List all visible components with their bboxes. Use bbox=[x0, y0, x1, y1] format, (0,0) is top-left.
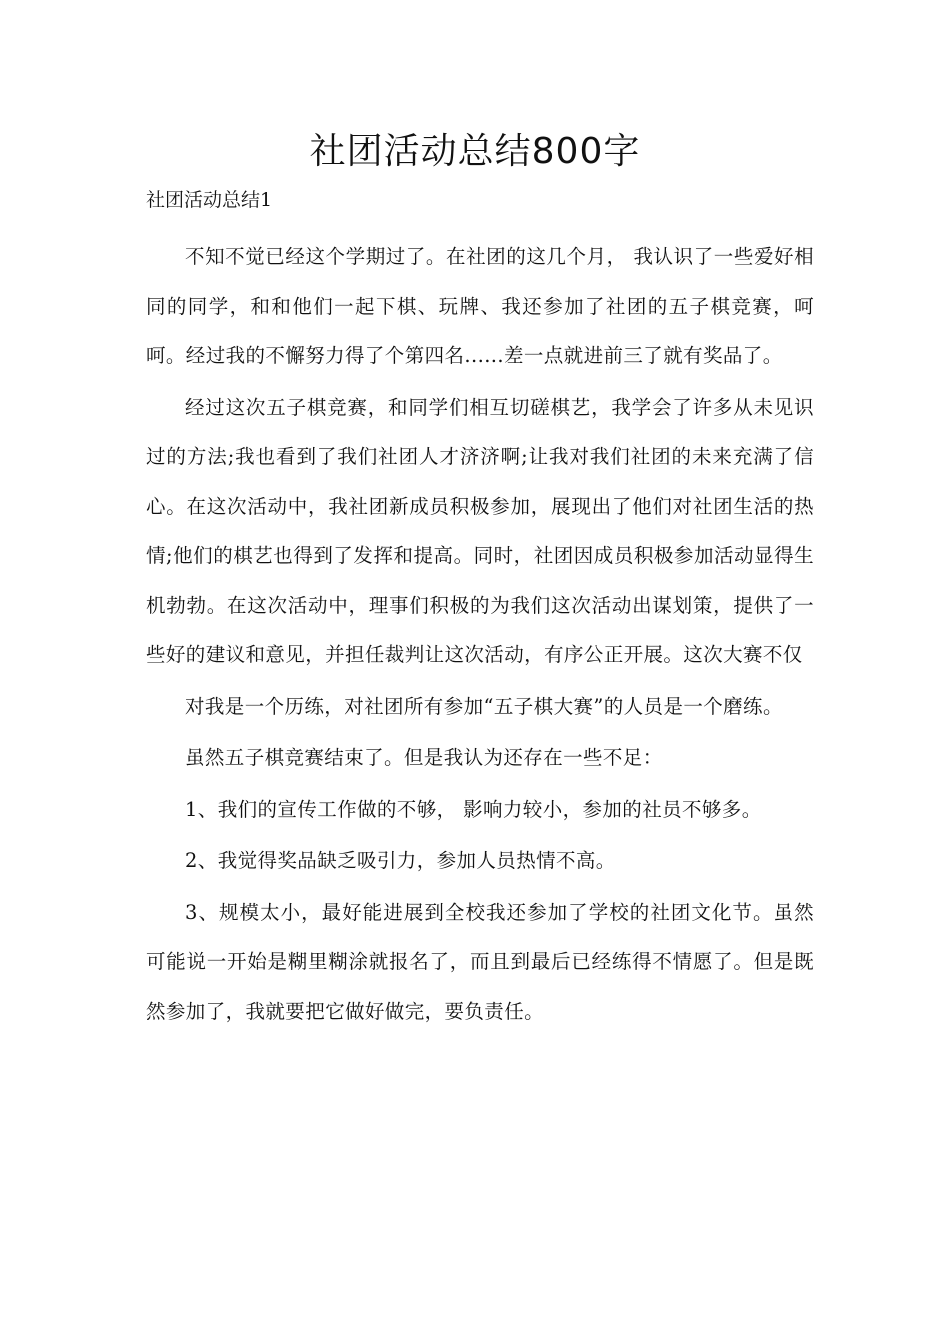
section-heading: 社团活动总结1 bbox=[146, 189, 273, 211]
paragraph: 2、我觉得奖品缺乏吸引力，参加人员热情不高。 bbox=[185, 849, 616, 872]
document-body bbox=[146, 232, 814, 1038]
paragraph: 3、规模太小，最好能进展到全校我还参加了学校的社团文化节。虽然可能说一开始是糊里糊涂就报名了，而且到最后已经练得不情愿了。但是既然参加了，我就要把它做好做完，要负责任。 bbox=[146, 900, 814, 1023]
paragraph: 不知不觉已经这个学期过了。在社团的这几个月， 我认识了一些爱好相同的同学，和和他们一起下棋、玩牌、我还参加了社团的五子棋竞赛，呵呵。经过我的不懈努力得了个第四名......差一点就进前三了就有奖品了。 bbox=[146, 245, 814, 367]
paragraph: 经过这次五子棋竞赛，和同学们相互切磋棋艺，我学会了许多从未见识过的方法;我也看到了我们社团人才济济啊;让我对我们社团的未来充满了信心。在这次活动中，我社团新成员积极参加，展现出了他们对社团生活的热情;他们的棋艺也得到了发挥和提高。同时，社团因成员积极参加活动显得生机勃勃。在这次活动中，理事们积极的为我们这次活动出谋划策，提供了一些好的建议和意见，并担任裁判让这次活动，有序公正开展。这次大赛不仅 bbox=[146, 395, 814, 666]
paragraph: 虽然五子棋竞赛结束了。但是我认为还存在一些不足： bbox=[185, 746, 663, 769]
paragraph: 1、我们的宣传工作做的不够， 影响力较小，参加的社员不够多。 bbox=[185, 797, 762, 821]
paragraph: 对我是一个历练，对社团所有参加“五子棋大赛”的人员是一个磨练。 bbox=[185, 694, 783, 718]
document-title: 社团活动总结800字 bbox=[309, 131, 641, 172]
